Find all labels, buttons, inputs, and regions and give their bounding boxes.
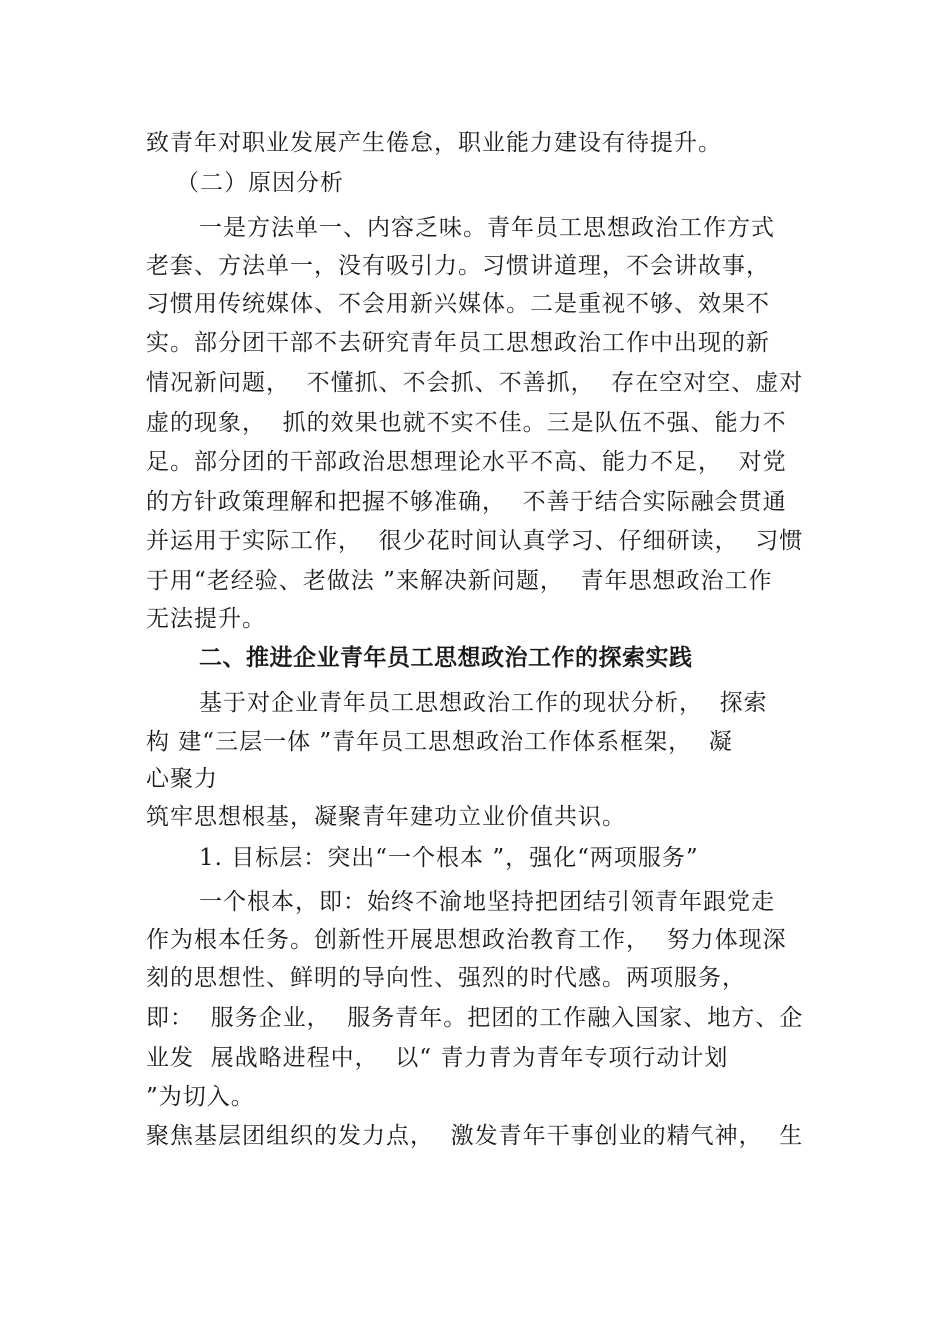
paragraph-line: ”为切入。 bbox=[146, 1084, 255, 1110]
paragraph-line: 即： 服务企业， 服务青年。把团的工作融入国家、地方、企 bbox=[146, 1005, 804, 1031]
paragraph-line: 基于对企业青年员工思想政治工作的现状分析， 探索 bbox=[199, 690, 768, 716]
numbered-subheading: 1. 目标层：突出“一个根本 ”，强化“两项服务” bbox=[199, 845, 699, 871]
section-heading: 二、推进企业青年员工思想政治工作的探索实践 bbox=[199, 645, 693, 671]
text-line: 致青年对职业发展产生倦怠，职业能力建设有待提升。 bbox=[146, 130, 722, 156]
paragraph-line: 实。部分团干部不去研究青年员工思想政治工作中出现的新 bbox=[146, 330, 770, 356]
paragraph-line: 构 建“三层一体 ”青年员工思想政治工作体系框架， 凝 bbox=[146, 729, 733, 755]
paragraph-line: 刻的思想性、鲜明的导向性、强烈的时代感。两项服务， bbox=[146, 965, 746, 991]
paragraph-line: 筑牢思想根基，凝聚青年建功立业价值共识。 bbox=[146, 804, 626, 830]
paragraph-line: 并运用于实际工作， 很少花时间认真学习、仔细研读， 习惯 bbox=[146, 528, 804, 554]
paragraph-line: 情况新问题， 不懂抓、不会抓、不善抓， 存在空对空、虚对 bbox=[146, 370, 804, 396]
paragraph-line: 作为根本任务。创新性开展思想政治教育工作， 努力体现深 bbox=[146, 927, 787, 953]
paragraph-line: 一是方法单一、内容乏味。青年员工思想政治工作方式 bbox=[199, 215, 775, 241]
paragraph-line: 足。部分团的干部政治思想理论水平不高、能力不足， 对党 bbox=[146, 449, 787, 475]
paragraph-line: 无法提升。 bbox=[146, 606, 266, 632]
paragraph-line: 业发 展战略进程中， 以“ 青力青为青年专项行动计划 bbox=[146, 1045, 729, 1071]
paragraph-line: 的方针政策理解和把握不够准确， 不善于结合实际融会贯通 bbox=[146, 489, 787, 515]
paragraph-line: 老套、方法单一，没有吸引力。习惯讲道理，不会讲故事， bbox=[146, 253, 770, 279]
paragraph-line: 心聚力 bbox=[146, 766, 218, 792]
paragraph-line: 于用“老经验、老做法 ”来解决新问题， 青年思想政治工作 bbox=[146, 568, 773, 594]
paragraph-line: 一个根本，即：始终不渝地坚持把团结引领青年跟党走 bbox=[199, 889, 775, 915]
paragraph-line: 虚的现象， 抓的效果也就不实不佳。三是队伍不强、能力不 bbox=[146, 410, 787, 436]
section-subheading: （二）原因分析 bbox=[176, 170, 344, 196]
paragraph-line: 聚焦基层团组织的发力点， 激发青年干事创业的精气神， 生 bbox=[146, 1123, 804, 1149]
paragraph-line: 习惯用传统媒体、不会用新兴媒体。二是重视不够、效果不 bbox=[146, 291, 770, 317]
